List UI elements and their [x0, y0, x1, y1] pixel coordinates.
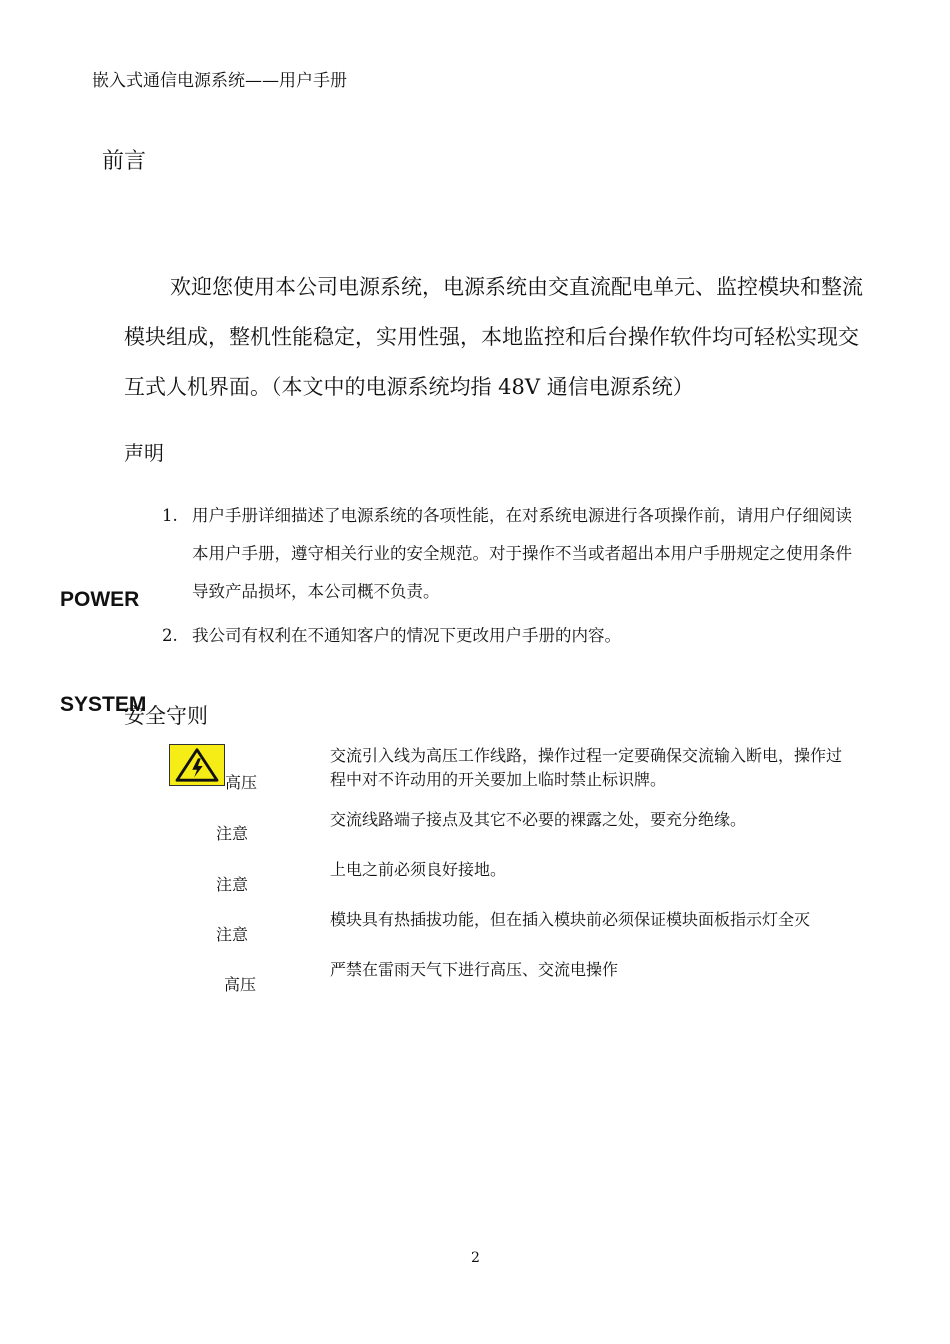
power-watermark: POWER: [60, 588, 140, 611]
safety-title: 安全守则: [124, 704, 208, 728]
safety-rule-label: 注意: [216, 824, 249, 843]
safety-rule-label: 高压: [224, 975, 257, 994]
declaration-item: [162, 617, 864, 655]
safety-rule-text: 交流引入线为高压工作线路，操作过程一定要确保交流输入断电，操作过程中对不许动用的开关要加上临时禁止标识牌。: [330, 746, 843, 789]
high-voltage-warning-icon: [169, 744, 225, 786]
preface-title: 前言: [102, 149, 147, 174]
page-number: 2: [471, 1250, 480, 1266]
safety-rule-label: 注意: [216, 875, 249, 894]
declaration-item-text: 我公司有权利在不通知客户的情况下更改用户手册的内容。: [192, 626, 621, 645]
safety-rule-text: 交流线路端子接点及其它不必要的裸露之处，要充分绝缘。: [330, 810, 747, 829]
declaration-item: [162, 497, 864, 611]
declaration-item-number: 2.: [162, 626, 178, 645]
declaration-list: [162, 497, 864, 655]
declaration-title: 声明: [124, 441, 164, 465]
safety-rule-label: 高压: [225, 773, 258, 792]
safety-rule-text: 严禁在雷雨天气下进行高压、交流电操作: [330, 960, 619, 979]
safety-rule-text: 上电之前必须良好接地。: [330, 860, 507, 879]
system-watermark: SYSTEM: [60, 693, 147, 716]
declaration-item-text: 用户手册详细描述了电源系统的各项性能，在对系统电源进行各项操作前，请用户仔细阅读本用户手册，遵守相关行业的安全规范。对于操作不当或者超出本用户手册规定之使用条件导致产品损坏，本公司概不负责。: [192, 506, 852, 601]
safety-rule-label: 注意: [216, 925, 249, 944]
safety-rule-text: 模块具有热插拔功能，但在插入模块前必须保证模块面板指示灯全灭: [330, 910, 811, 929]
declaration-item-number: 1.: [162, 506, 178, 525]
preface-intro-text: 欢迎您使用本公司电源系统，电源系统由交直流配电单元、监控模块和整流模块组成，整机性能稳定，实用性强，本地监控和后台操作软件均可轻松实现交互式人机界面。（本文中的电源系统均指 48V 通信电源系统）: [124, 275, 863, 399]
running-header: 嵌入式通信电源系统——用户手册: [92, 71, 347, 91]
preface-intro: [124, 262, 864, 412]
